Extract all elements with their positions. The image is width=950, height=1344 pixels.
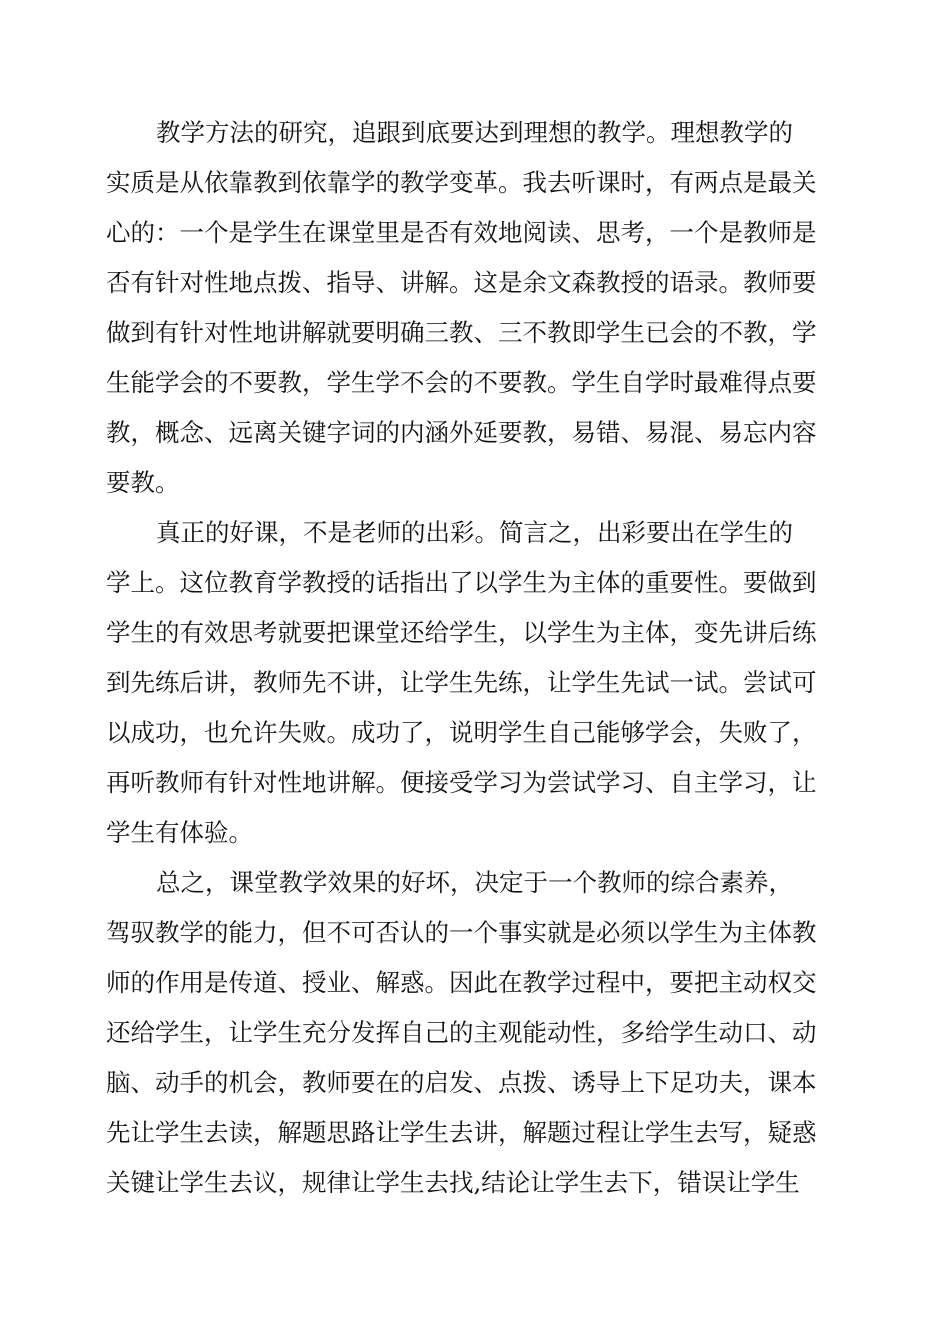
text-line: 总之，课堂教学效果的好坏，决定于一个教师的综合素养， (156, 868, 793, 897)
text-line: 心的：一个是学生在课堂里是否有效地阅读、思考，一个是教师是 (106, 218, 817, 247)
text-line: 以成功，也允许失败。成功了，说明学生自己能够学会，失败了， (106, 718, 817, 747)
text-line: 到先练后讲，教师先不讲，让学生先练，让学生先试一试。尝试可 (106, 668, 817, 697)
document-body (106, 108, 846, 1208)
text-line: 再听教师有针对性地讲解。便接受学习为尝试学习、自主学习，让 (106, 768, 817, 797)
text-line: 师的作用是传道、授业、解惑。因此在教学过程中，要把主动权交 (106, 968, 817, 997)
text-line: 要教。 (106, 468, 180, 497)
text-line: 关键让学生去议，规律让学生去找,结论让学生去下，错误让学生 (106, 1168, 800, 1197)
text-line: 生能学会的不要教，学生学不会的不要教。学生自学时最难得点要 (106, 368, 817, 397)
paragraph-1 (106, 108, 846, 508)
text-line: 否有针对性地点拨、指导、讲解。这是余文森教授的语录。教师要 (106, 268, 817, 297)
paragraph-2 (106, 508, 846, 858)
text-line: 脑、动手的机会，教师要在的启发、点拨、诱导上下足功夫，课本 (106, 1068, 817, 1097)
text-line: 先让学生去读，解题思路让学生去讲，解题过程让学生去写，疑惑 (106, 1118, 817, 1147)
text-line: 教，概念、远离关键字词的内涵外延要教，易错、易混、易忘内容 (106, 418, 817, 447)
text-line: 教学方法的研究，追跟到底要达到理想的教学。理想教学的 (156, 118, 793, 147)
text-line: 做到有针对性地讲解就要明确三教、三不教即学生已会的不教，学 (106, 318, 817, 347)
text-line: 学生的有效思考就要把课堂还给学生，以学生为主体，变先讲后练 (106, 618, 817, 647)
paragraph-3 (106, 858, 846, 1208)
text-line: 实质是从依靠教到依靠学的教学变革。我去听课时，有两点是最关 (106, 168, 817, 197)
text-line: 学生有体验。 (106, 818, 253, 847)
text-line: 驾驭教学的能力，但不可否认的一个事实就是必须以学生为主体教 (106, 918, 817, 947)
text-line: 还给学生，让学生充分发挥自己的主观能动性，多给学生动口、动 (106, 1018, 817, 1047)
text-line: 学上。这位教育学教授的话指出了以学生为主体的重要性。要做到 (106, 568, 817, 597)
text-line: 真正的好课，不是老师的出彩。简言之，出彩要出在学生的 (156, 518, 793, 547)
